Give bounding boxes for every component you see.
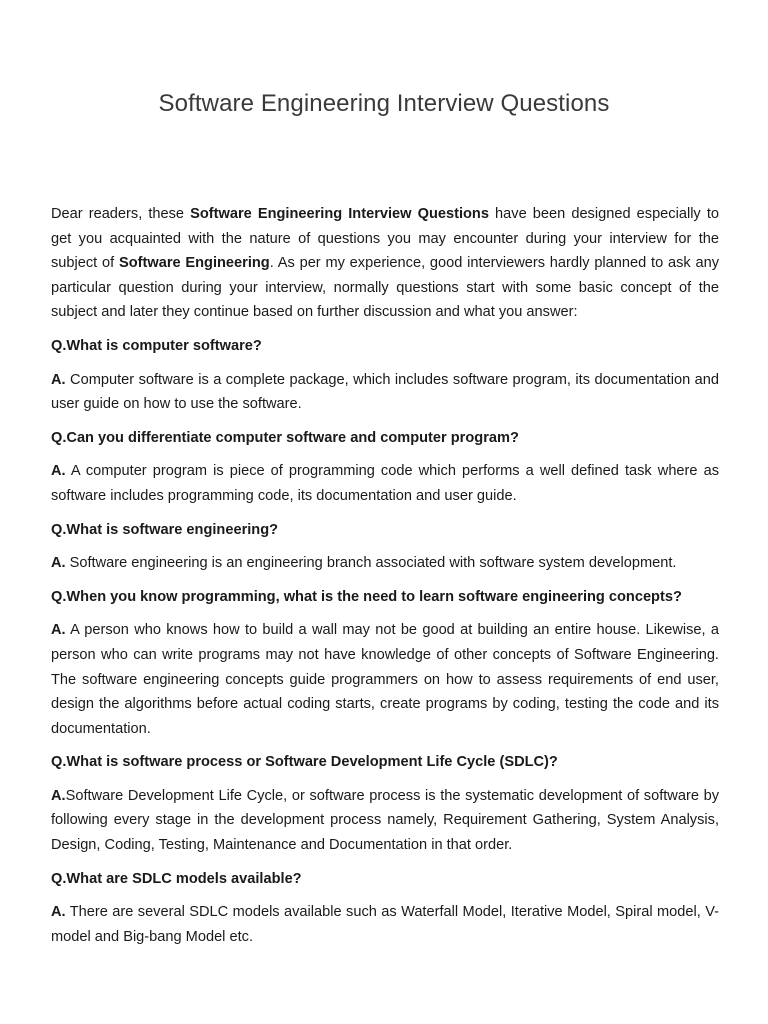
document-body	[51, 202, 719, 958]
answer-label: A.	[51, 904, 66, 921]
intro-text-3: . As per my experience, good interviewers hardly planned to ask any particular question during your interview, normally questions start with some basic concept of the subject and later they continue based on further discussion and what you answer:	[51, 255, 720, 321]
answer-text: There are several SDLC models available such as Waterfall Model, Iterative Model, Spiral model, V-model and Big-bang Model etc.	[51, 904, 719, 945]
answer-3	[51, 551, 719, 576]
answer-2	[51, 459, 719, 508]
answer-label: A.	[51, 622, 66, 639]
answer-5	[51, 784, 719, 858]
answer-text: Software engineering is an engineering branch associated with software system development.	[65, 555, 677, 572]
question-2: Q.Can you differentiate computer software and computer program?	[51, 429, 519, 446]
answer-label: A.	[51, 555, 66, 572]
answer-label: A.	[51, 787, 66, 804]
answer-text: Software Development Life Cycle, or software process is the systematic development of software by following every stage in the development process namely, Requirement Gathering, System Analysis, Design, Coding, Testing, Maintenance and Documentation in that order.	[51, 787, 719, 854]
question-1: Q.What is computer software?	[51, 337, 262, 354]
answer-label: A.	[51, 463, 66, 480]
question-6: Q.What are SDLC models available?	[51, 870, 302, 887]
intro-bold-2: Software Engineering	[118, 255, 270, 272]
page-title: Software Engineering Interview Questions	[158, 90, 610, 117]
intro-paragraph	[51, 202, 719, 325]
question-3: Q.What is software engineering?	[51, 521, 279, 538]
answer-text: A person who knows how to build a wall may not be good at building an entire house. Likewise, a person who can write programs may not have knowledge of other concepts of Software Engineering. The software engineering concepts guide programmers on how to assess requirements of end user, design the algorithms before actual coding starts, create programs by coding, testing the code and its documentation.	[51, 622, 719, 737]
answer-1	[51, 368, 719, 417]
question-5: Q.What is software process or Software Development Life Cycle (SDLC)?	[51, 754, 558, 771]
answer-text: Computer software is a complete package, which includes software program, its documentation and user guide on how to use the software.	[51, 371, 719, 413]
intro-bold-1: Software Engineering Interview Questions	[190, 206, 489, 222]
question-4: Q.When you know programming, what is the need to learn software engineering concepts?	[51, 588, 682, 605]
intro-text-1: Dear readers, these	[51, 206, 191, 222]
intro-text-2: have been designed especially to get you acquainted with the nature of questions you may encounter during your interview for the subject of	[51, 206, 719, 272]
answer-label: A.	[51, 371, 66, 388]
answer-text: A computer program is piece of programming code which performs a well defined task where as software includes programming code, its documentation and user guide.	[51, 463, 719, 504]
answer-6	[51, 900, 719, 949]
answer-4	[51, 618, 719, 741]
